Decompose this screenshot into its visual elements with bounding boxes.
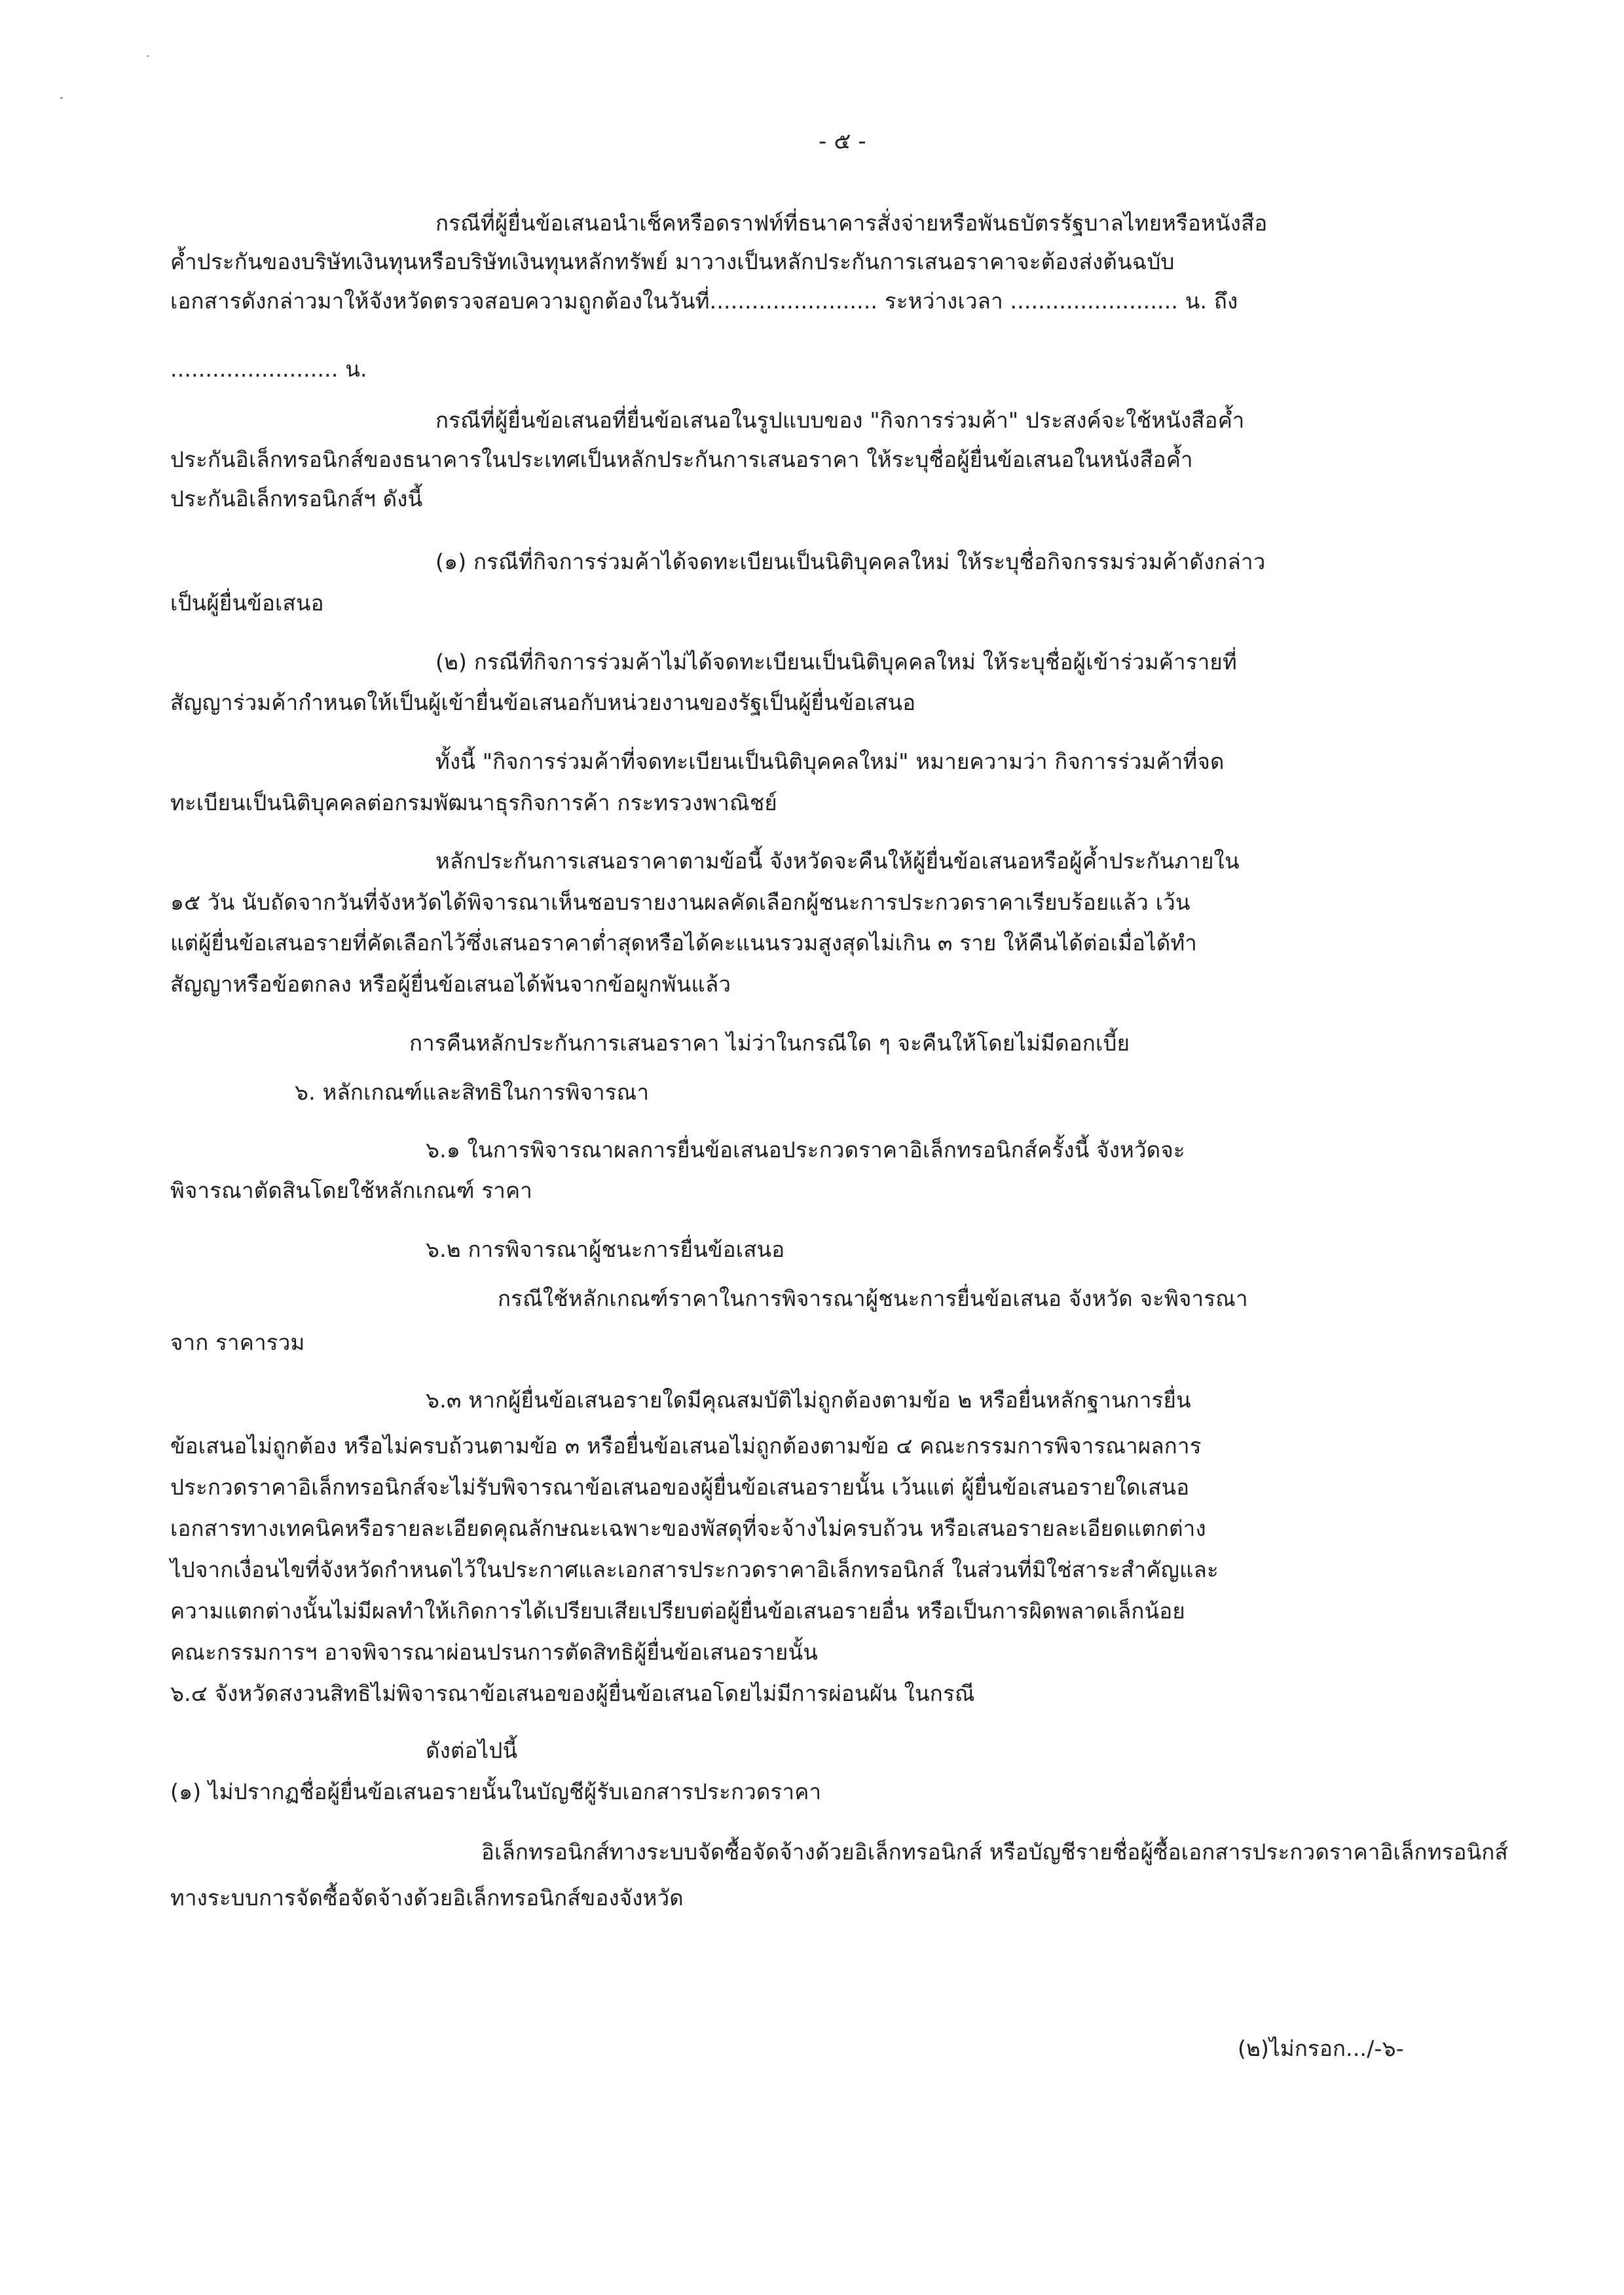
paragraph-line: ประกันอิเล็กทรอนิกส์ฯ ดังนี้ bbox=[170, 486, 423, 512]
scan-speck bbox=[60, 97, 63, 99]
paragraph-line: กรณีใช้หลักเกณฑ์ราคาในการพิจารณาผู้ชนะการยื่นข้อเสนอ จังหวัด จะพิจารณา bbox=[498, 1286, 1248, 1311]
paragraph-line: ........................ น. bbox=[170, 356, 367, 382]
paragraph-line: จาก ราคารวม bbox=[170, 1330, 305, 1355]
paragraph-line: ค้ำประกันของบริษัทเงินทุนหรือบริษัทเงินทุนหลักทรัพย์ มาวางเป็นหลักประกันการเสนอราคาจะต้องส่งต้นฉบับ bbox=[170, 249, 1175, 274]
paragraph-line: ดังต่อไปนี้ bbox=[426, 1738, 518, 1763]
paragraph-line: เอกสารทางเทคนิคหรือรายละเอียดคุณลักษณะเฉพาะของพัสดุที่จะจ้างไม่ครบถ้วน หรือเสนอรายละเอียดแตกต่าง bbox=[170, 1516, 1206, 1541]
paragraph-line: ความแตกต่างนั้นไม่มีผลทำให้เกิดการได้เปรียบเสียเปรียบต่อผู้ยื่นข้อเสนอรายอื่น หรือเป็นการผิดพลาดเล็กน้อย bbox=[170, 1598, 1185, 1624]
paragraph-line: ทะเบียนเป็นนิติบุคคลต่อกรมพัฒนาธุรกิจการค้า กระทรวงพาณิชย์ bbox=[170, 790, 777, 815]
paragraph-line: ไปจากเงื่อนไขที่จังหวัดกำหนดไว้ในประกาศและเอกสารประกวดราคาอิเล็กทรอนิกส์ ในส่วนที่มิใช่สาระสำคัญและ bbox=[170, 1557, 1219, 1582]
paragraph-line: การคืนหลักประกันการเสนอราคา ไม่ว่าในกรณีใด ๆ จะคืนให้โดยไม่มีดอกเบี้ย bbox=[409, 1030, 1130, 1056]
paragraph-line: ประกวดราคาอิเล็กทรอนิกส์จะไม่รับพิจารณาข้อเสนอของผู้ยื่นข้อเสนอรายนั้น เว้นแต่ ผู้ยื่นข้อเสนอรายใดเสนอ bbox=[170, 1474, 1190, 1500]
paragraph-line: (๑) ไม่ปรากฏชื่อผู้ยื่นข้อเสนอรายนั้นในบัญชีผู้รับเอกสารประกวดราคา bbox=[170, 1779, 822, 1804]
paragraph-line: ๖.๔ จังหวัดสงวนสิทธิไม่พิจารณาข้อเสนอของผู้ยื่นข้อเสนอโดยไม่มีการผ่อนผัน ในกรณี bbox=[170, 1681, 975, 1706]
paragraph-line: หลักประกันการเสนอราคาตามข้อนี้ จังหวัดจะคืนให้ผู้ยื่นข้อเสนอหรือผู้ค้ำประกันภายใน bbox=[435, 848, 1240, 874]
paragraph-line: แต่ผู้ยื่นข้อเสนอรายที่คัดเลือกไว้ซึ่งเสนอราคาต่ำสุดหรือได้คะแนนรวมสูงสุดไม่เกิน ๓ ราย ให้คืนได้ต่อเมื่อได้ทำ bbox=[170, 930, 1197, 956]
paragraph-line: คณะกรรมการฯ อาจพิจารณาผ่อนปรนการตัดสิทธิผู้ยื่นข้อเสนอรายนั้น bbox=[170, 1639, 819, 1665]
paragraph-line: ๖.๑ ในการพิจารณาผลการยื่นข้อเสนอประกวดราคาอิเล็กทรอนิกส์ครั้งนี้ จังหวัดจะ bbox=[426, 1137, 1185, 1163]
paragraph-line: ๖.๓ หากผู้ยื่นข้อเสนอรายใดมีคุณสมบัติไม่ถูกต้องตามข้อ ๒ หรือยื่นหลักฐานการยื่น bbox=[426, 1387, 1191, 1413]
paragraph-line: (๒) กรณีที่กิจการร่วมค้าไม่ได้จดทะเบียนเป็นนิติบุคคลใหม่ ให้ระบุชื่อผู้เข้าร่วมค้ารายที่ bbox=[435, 649, 1237, 675]
section-heading: ๖. หลักเกณฑ์และสิทธิในการพิจารณา bbox=[295, 1079, 650, 1105]
page-number: - ๕ - bbox=[819, 128, 866, 155]
continuation-marker: (๒)ไม่กรอก.../-๖- bbox=[1238, 2036, 1404, 2061]
paragraph-line: ๖.๒ การพิจารณาผู้ชนะการยื่นข้อเสนอ bbox=[426, 1237, 785, 1262]
paragraph-line: กรณีที่ผู้ยื่นข้อเสนอที่ยื่นข้อเสนอในรูปแบบของ "กิจการร่วมค้า" ประสงค์จะใช้หนังสือค้ำ bbox=[435, 407, 1245, 433]
paragraph-line: เอกสารดังกล่าวมาให้จังหวัดตรวจสอบความถูกต้องในวันที่........................ ระหว่างเวลา ........................ น. ถึง bbox=[170, 288, 1238, 314]
paragraph-line: สัญญาหรือข้อตกลง หรือผู้ยื่นข้อเสนอได้พ้นจากข้อผูกพันแล้ว bbox=[170, 971, 731, 997]
paragraph-line: กรณีที่ผู้ยื่นข้อเสนอนำเช็คหรือดราฟท์ที่ธนาคารสั่งจ่ายหรือพันธบัตรรัฐบาลไทยหรือหนังสือ bbox=[435, 210, 1268, 236]
paragraph-line: สัญญาร่วมค้ากำหนดให้เป็นผู้เข้ายื่นข้อเสนอกับหน่วยงานของรัฐเป็นผู้ยื่นข้อเสนอ bbox=[170, 690, 916, 715]
paragraph-line: เป็นผู้ยื่นข้อเสนอ bbox=[170, 590, 324, 616]
paragraph-line: อิเล็กทรอนิกส์ทางระบบจัดซื้อจัดจ้างด้วยอิเล็กทรอนิกส์ หรือบัญชีรายชื่อผู้ซื้อเอกสารประกวดราคาอิเล็กทรอนิกส์ bbox=[481, 1839, 1508, 1865]
paragraph-line: ทางระบบการจัดซื้อจัดจ้างด้วยอิเล็กทรอนิกส์ของจังหวัด bbox=[170, 1885, 684, 1911]
paragraph-line: พิจารณาตัดสินโดยใช้หลักเกณฑ์ ราคา bbox=[170, 1178, 533, 1203]
paragraph-line: ประกันอิเล็กทรอนิกส์ของธนาคารในประเทศเป็นหลักประกันการเสนอราคา ให้ระบุชื่อผู้ยื่นข้อเสนอในหนังสือค้ำ bbox=[170, 447, 1193, 472]
paragraph-line: (๑) กรณีที่กิจการร่วมค้าได้จดทะเบียนเป็นนิติบุคคลใหม่ ให้ระบุชื่อกิจกรรมร่วมค้าดังกล่าว bbox=[435, 549, 1266, 574]
paragraph-line: ๑๕ วัน นับถัดจากวันที่จังหวัดได้พิจารณาเห็นชอบรายงานผลคัดเลือกผู้ชนะการประกวดราคาเรียบร้อยแล้ว เว้น bbox=[170, 889, 1190, 915]
paragraph-line: ข้อเสนอไม่ถูกต้อง หรือไม่ครบถ้วนตามข้อ ๓ หรือยื่นข้อเสนอไม่ถูกต้องตามข้อ ๔ คณะกรรมการพิจารณาผลการ bbox=[170, 1433, 1202, 1459]
paragraph-line: ทั้งนี้ "กิจการร่วมค้าที่จดทะเบียนเป็นนิติบุคคลใหม่" หมายความว่า กิจการร่วมค้าที่จด bbox=[435, 749, 1225, 774]
scan-speck bbox=[147, 55, 149, 57]
